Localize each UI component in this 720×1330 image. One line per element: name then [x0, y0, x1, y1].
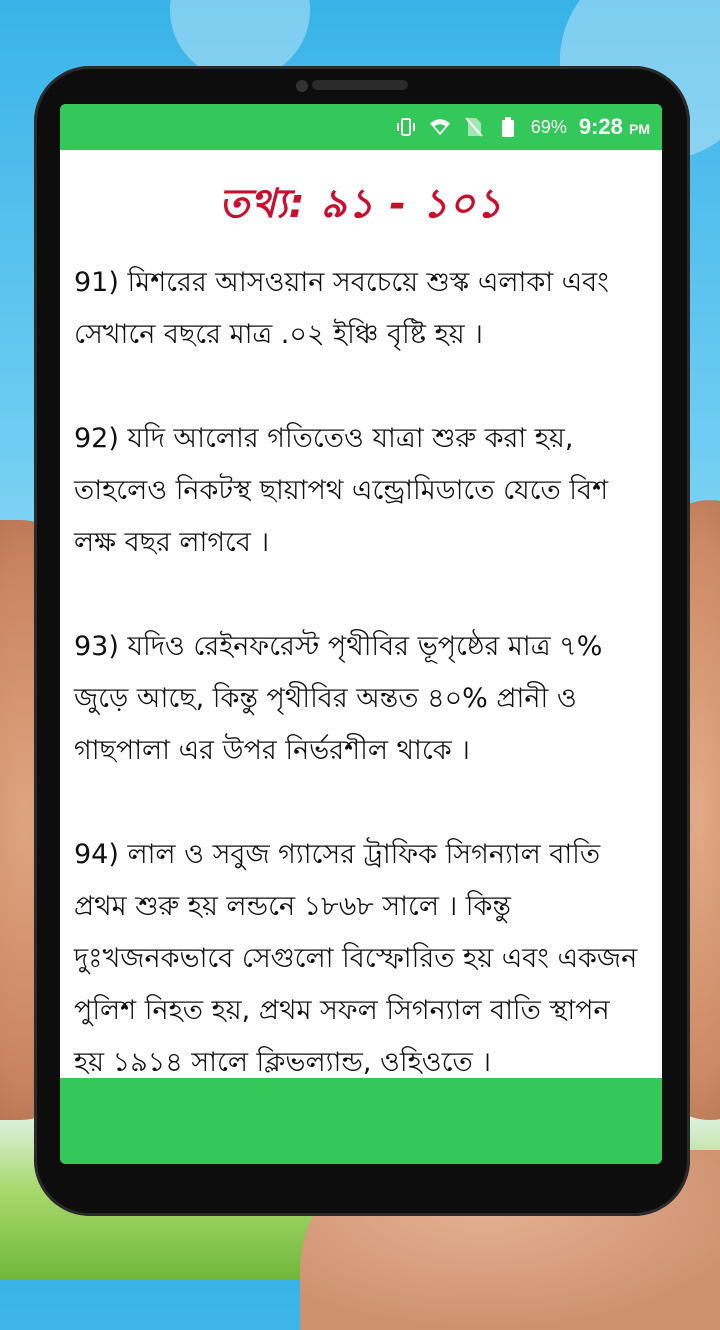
camera — [296, 80, 308, 92]
wifi-icon — [429, 116, 451, 138]
page-title: তথ্য: ৯১ - ১০১ — [219, 181, 503, 227]
battery-percent: 69% — [530, 116, 567, 137]
clock-ampm: PM — [629, 121, 650, 137]
fact-item: 93) যদিও রেইনফরেস্ট পৃথীবির ভূপৃষ্ঠের মাত্র ৭% জুড়ে আছে, কিন্তু পৃথীবির অন্তত ৪০% প্রানী ও গাছপালা এর উপর নির্ভরশীল থাকে । — [74, 631, 603, 766]
ad-banner-bar[interactable] — [60, 1078, 662, 1164]
clock-time: 9:28 — [578, 114, 623, 139]
fact-item: 94) লাল ও সবুজ গ্যাসের ট্রাফিক সিগন্যাল বাতি প্রথম শুরু হয় লন্ডনে ১৮৬৮ সালে । কিন্তু দুঃখজনকভাবে সেগুলো বিস্ফোরিত হয় এবং একজন পুলিশ নিহত হয়, প্রথম সফল সিগন্যাল বাতি স্থাপন হয় ১৯১৪ সালে ক্লিভল্যান্ড, ওহিওতে । — [74, 839, 638, 1078]
fact-item: 92) যদি আলোর গতিতেও যাত্রা শুরু করা হয়, তাহলেও নিকটস্থ ছায়াপথ এন্ড্রোমিডাতে যেতে বিশ লক্ষ বছর লাগবে । — [74, 423, 609, 558]
facts-list — [60, 257, 662, 1089]
status-bar — [60, 104, 662, 150]
vibrate-icon — [395, 116, 417, 138]
clock — [579, 114, 650, 140]
fact-item: 91) মিশরের আসওয়ান সবচেয়ে শুস্ক এলাকা এবং সেখানে বছরে মাত্র .০২ ইঞ্চি বৃষ্টি হয় । — [74, 267, 609, 350]
no-sim-icon — [463, 116, 485, 138]
speaker — [312, 80, 408, 90]
app-screen — [60, 104, 662, 1164]
battery-icon — [497, 116, 519, 138]
